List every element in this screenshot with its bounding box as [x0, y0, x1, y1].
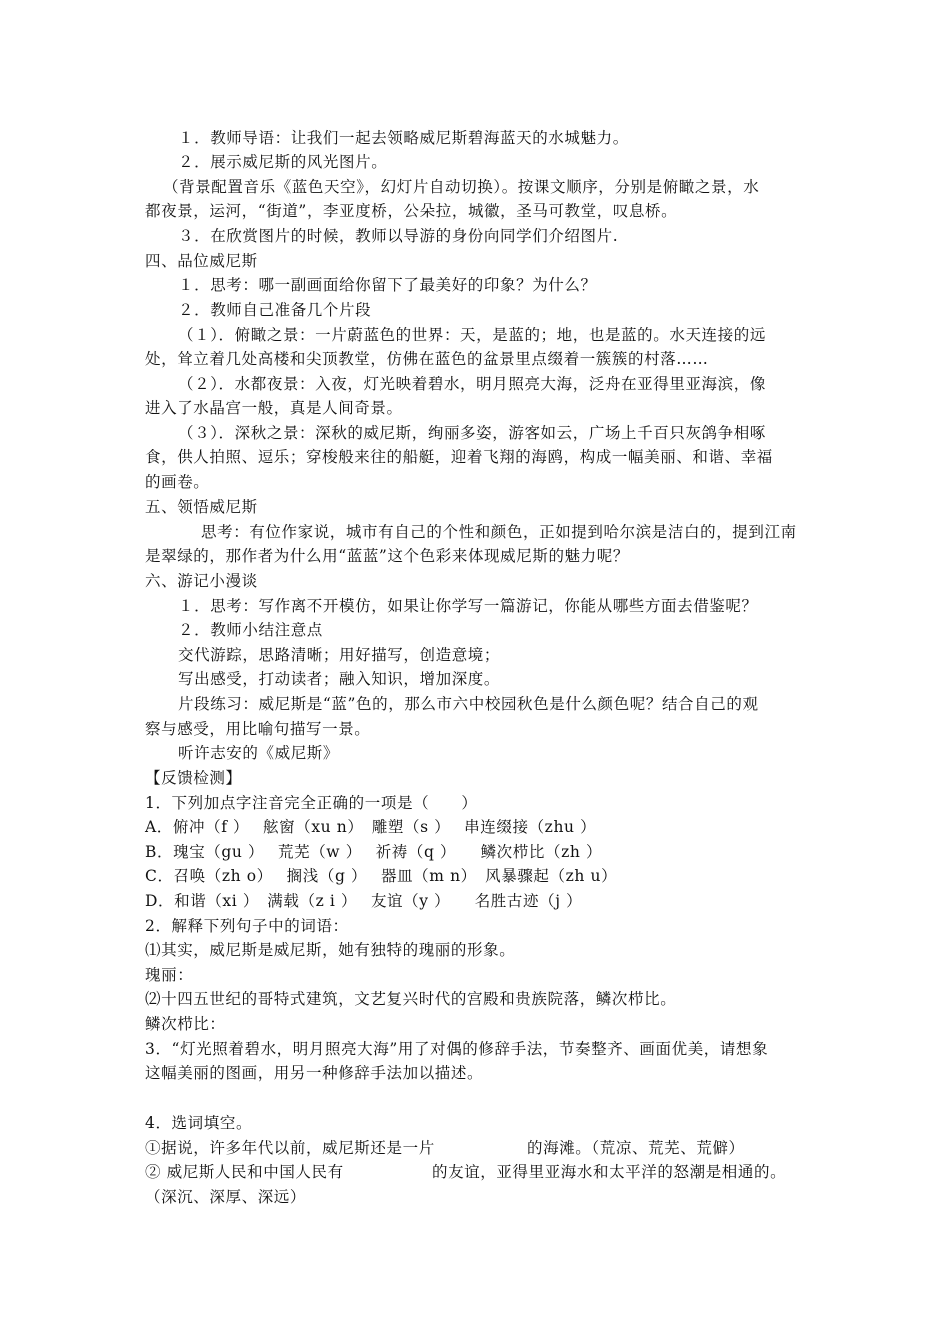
question-line: 3．“灯光照着碧水，明月照亮大海”用了对偶的修辞手法，节奏整齐、画面优美，请想象	[145, 1040, 769, 1058]
text-line: 交代游踪，思路清晰；用好描写，创造意境；	[178, 646, 501, 664]
text-line: 处，耸立着几处高楼和尖顶教堂，仿佛在蓝色的盆景里点缀着一簇簇的村落……	[145, 350, 709, 368]
text-line: 思考：有位作家说，城市有自己的个性和颜色，正如提到哈尔滨是洁白的，提到江南	[201, 523, 797, 541]
text-line: 是翠绿的，那作者为什么用“蓝蓝”这个色彩来体现威尼斯的魅力呢？	[145, 547, 629, 565]
text-line: 这幅美丽的图画，用另一种修辞手法加以描述。	[145, 1064, 484, 1082]
text-line: 写出感受，打动读者；融入知识，增加深度。	[178, 670, 501, 688]
option-line: A．俯冲（f ） 舷窗（xu n） 雕塑（s ） 串连缀接（zhu ）	[145, 818, 597, 836]
text-line: ⑵十四五世纪的哥特式建筑，文艺复兴时代的宫殿和贵族院落，鳞次栉比。	[145, 990, 677, 1008]
text-line: 食，供人拍照、逗乐；穿梭般来往的船艇，迎着飞翔的海鸥，构成一幅美丽、和谐、幸福	[145, 448, 773, 466]
text-line: 听许志安的《威尼斯》	[178, 744, 340, 762]
text-line: 察与感受，用比喻句描写一景。	[145, 720, 371, 738]
question-line: 1．下列加点字注音完全正确的一项是（ ）	[145, 794, 478, 812]
text-line: ２．教师小结注意点	[178, 621, 323, 639]
option-line: C．召唤（zh o） 搁浅（g ） 器皿（m n） 风暴骤起（zh u）	[145, 867, 618, 885]
option-line: D．和谐（xi ） 满载（z i ） 友谊（y ） 名胜古迹（j ）	[145, 892, 583, 910]
option-line: B．瑰宝（gu ） 荒芜（w ） 祈祷（q ） 鳞次栉比（zh ）	[145, 843, 603, 861]
text-line: ２．教师自己准备几个片段	[178, 301, 372, 319]
text-line: 进入了水晶宫一般，真是人间奇景。	[145, 399, 403, 417]
section-heading: 【反馈检测】	[145, 769, 242, 787]
text-line: 的画卷。	[145, 473, 210, 491]
text-line: ⑴其实，威尼斯是威尼斯，她有独特的瑰丽的形象。	[145, 941, 516, 959]
text-line: ３．在欣赏图片的时候，教师以导游的身份向同学们介绍图片.	[178, 227, 619, 245]
text-line: １．思考：哪一副画面给你留下了最美好的印象？为什么？	[178, 276, 597, 294]
text-line: （背景配置音乐《蓝色天空》，幻灯片自动切换）。按课文顺序，分别是俯瞰之景，水	[163, 178, 760, 196]
text-line: （２）．水都夜景：入夜，灯光映着碧水，明月照亮大海，泛舟在亚得里亚海滨，像	[178, 375, 766, 393]
section-heading: 五、领悟威尼斯	[145, 498, 258, 516]
text-line: （１）．俯瞰之景：一片蔚蓝色的世界：天，是蓝的；地，也是蓝的。水天连接的远	[178, 326, 766, 344]
fill-blank-end: 的友谊，亚得里亚海水和太平洋的怒潮是相通的。	[432, 1163, 787, 1181]
section-heading: 六、游记小漫谈	[145, 572, 258, 590]
text-line: １．教师导语：让我们一起去领略威尼斯碧海蓝天的水城魅力。	[178, 129, 629, 147]
text-line: （深沉、深厚、深远）	[145, 1188, 307, 1206]
text-line: 都夜景，运河，“街道”，李亚度桥，公朵拉，城徽，圣马可教堂，叹息桥。	[145, 202, 678, 220]
text-line: １．思考：写作离不开模仿，如果让你学写一篇游记，你能从哪些方面去借鉴呢？	[178, 597, 758, 615]
text-line: ２．展示威尼斯的风光图片。	[178, 153, 388, 171]
text-line: （３）．深秋之景：深秋的威尼斯，绚丽多姿，游客如云，广场上千百只灰鸽争相啄	[178, 424, 766, 442]
text-line: 瑰丽：	[145, 966, 194, 984]
question-line: 4．选词填空。	[145, 1114, 253, 1132]
section-heading: 四、品位威尼斯	[145, 252, 258, 270]
question-line: 2．解释下列句子中的词语：	[145, 917, 349, 935]
fill-blank-end: 的海滩。（荒凉、荒芜、荒僻）	[527, 1139, 745, 1157]
fill-blank-start: ② 威尼斯人民和中国人民有	[145, 1163, 344, 1181]
text-line: 鳞次栉比：	[145, 1015, 226, 1033]
text-line: 片段练习：威尼斯是“蓝”色的，那么市六中校园秋色是什么颜色呢？结合自己的观	[178, 695, 759, 713]
fill-blank-start: ①据说，许多年代以前，威尼斯还是一片	[145, 1139, 435, 1157]
